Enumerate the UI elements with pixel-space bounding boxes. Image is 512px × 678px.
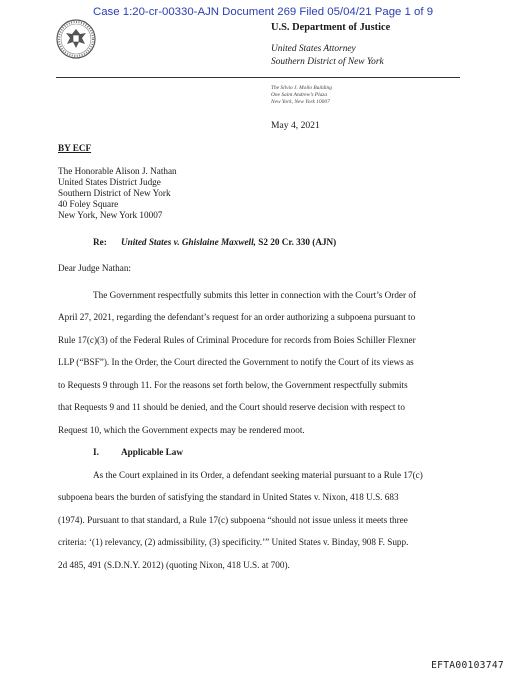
re-case-name: United States v. Ghislaine Maxwell, <box>121 237 256 247</box>
by-ecf-label: BY ECF <box>58 143 92 153</box>
body-line: to Requests 9 through 11. For the reasons set forth below, the Government respectfully submits <box>58 380 408 390</box>
recipient-line: The Honorable Alison J. Nathan <box>58 166 177 176</box>
body-line: LLP (“BSF”). In the Order, the Court directed the Government to notify the Court of its views as <box>58 357 414 367</box>
section-line: As the Court explained in its Order, a defendant seeking material pursuant to a Rule 17(c) <box>93 470 423 480</box>
recipient-line: United States District Judge <box>58 177 161 187</box>
section-number: I. <box>93 447 99 457</box>
section-line: criteria: ‘(1) relevancy, (2) admissibility, (3) specificity.’” United States v. Binday, 908 F. Supp. <box>58 537 409 547</box>
bates-number: EFTA00103747 <box>431 660 504 671</box>
re-subject <box>121 237 336 247</box>
address-line: New York, New York 10007 <box>271 99 330 105</box>
recipient-line: Southern District of New York <box>58 188 171 198</box>
doj-seal-icon <box>56 19 96 59</box>
body-line: Rule 17(c)(3) of the Federal Rules of Criminal Procedure for records from Boies Schiller Flexner <box>58 335 416 345</box>
section-line: subpoena bears the burden of satisfying the standard in United States v. Nixon, 418 U.S. 683 <box>58 492 399 502</box>
letterhead-divider <box>56 77 460 78</box>
re-docket: S2 20 Cr. 330 (AJN) <box>255 237 337 247</box>
address-line: One Saint Andrew’s Plaza <box>271 92 328 98</box>
section-line: (1974). Pursuant to that standard, a Rule 17(c) subpoena “should not issue unless it meets three <box>58 515 408 525</box>
body-line: Request 10, which the Government expects may be rendered moot. <box>58 425 305 435</box>
re-label: Re: <box>93 237 107 247</box>
district-name: Southern District of New York <box>271 57 384 67</box>
address-line: The Silvio J. Mollo Building <box>271 85 332 91</box>
body-line: that Requests 9 and 11 should be denied, and the Court should reserve decision with respect to <box>58 402 405 412</box>
case-header-stamp: Case 1:20-cr-00330-AJN Document 269 Filed 05/04/21 Page 1 of 9 <box>93 6 434 18</box>
department-title: U.S. Department of Justice <box>271 22 391 33</box>
section-title: Applicable Law <box>121 447 184 457</box>
recipient-line: New York, New York 10007 <box>58 210 163 220</box>
office-title: United States Attorney <box>271 44 356 54</box>
body-line: The Government respectfully submits this letter in connection with the Court’s Order of <box>93 290 417 300</box>
recipient-line: 40 Foley Square <box>58 199 119 209</box>
body-line: April 27, 2021, regarding the defendant’s request for an order authorizing a subpoena pursuant to <box>58 312 416 322</box>
section-line: 2d 485, 491 (S.D.N.Y. 2012) (quoting Nixon, 418 U.S. at 700). <box>58 560 290 570</box>
letter-date: May 4, 2021 <box>271 120 320 131</box>
salutation: Dear Judge Nathan: <box>58 263 131 273</box>
